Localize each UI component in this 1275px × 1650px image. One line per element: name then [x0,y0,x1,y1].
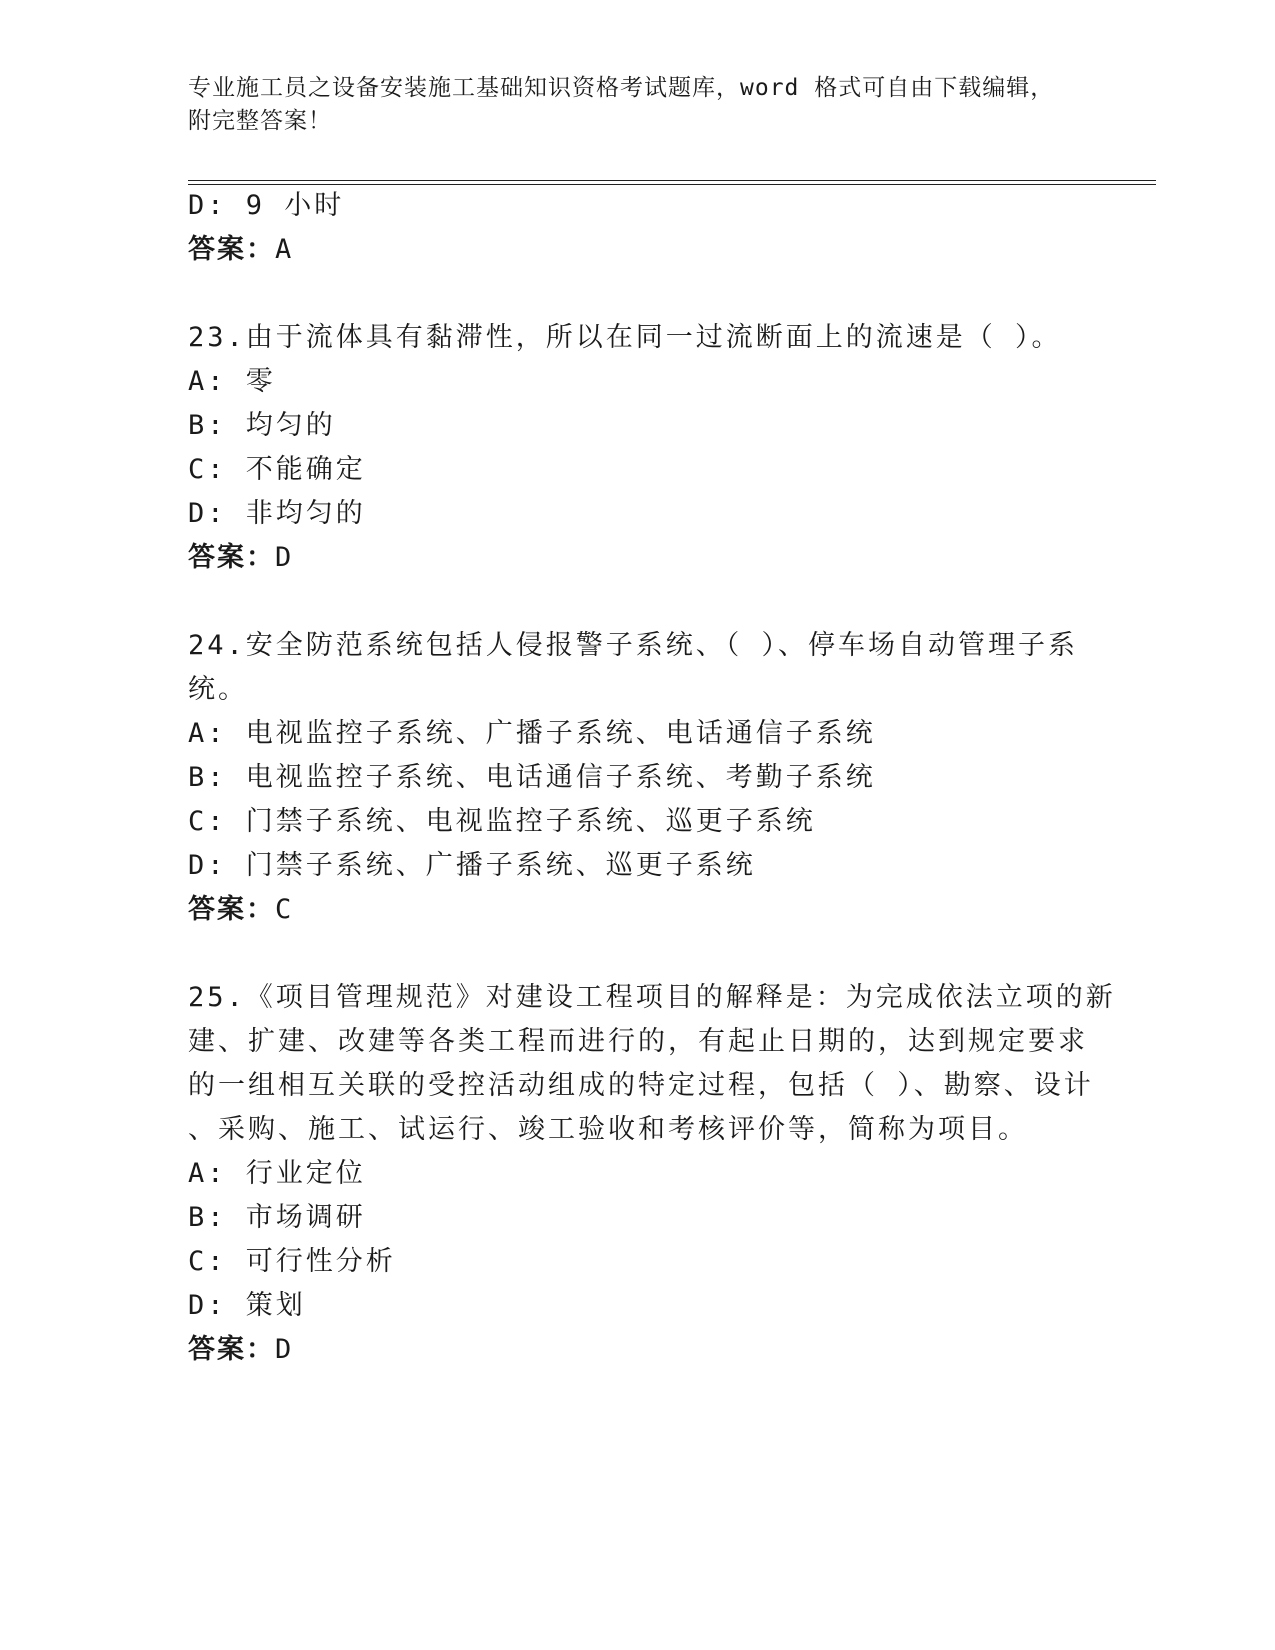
answer-label: 答案： [188,542,275,573]
q24-option-a: A: 电视监控子系统、广播子系统、电话通信子系统 [188,718,876,749]
q24-stem-line-2: 统。 [188,674,248,705]
answer-label: 答案： [188,1334,275,1365]
document-header [188,72,1088,138]
q25-answer [188,1332,293,1368]
answer-value: D [275,542,294,573]
header-divider-top [188,180,1156,181]
prev-answer [188,232,293,268]
header-title-line-2: 附完整答案！ [188,108,332,134]
q25-option-b: B: 市场调研 [188,1202,366,1233]
q23-option-b: B: 均匀的 [188,410,336,441]
answer-value: D [275,1334,294,1365]
q25-option-a: A: 行业定位 [188,1158,366,1189]
q23-option-a: A: 零 [188,366,276,397]
q23-stem: 23.由于流体具有黏滞性，所以在同一过流断面上的流速是（ ）。 [188,322,1062,353]
q25-stem-line-3: 的一组相互关联的受控活动组成的特定过程，包括（ ）、勘察、设计 [188,1070,1094,1101]
header-title-line-1: 专业施工员之设备安装施工基础知识资格考试题库，word 格式可自由下载编辑， [188,75,1055,101]
q24-stem-line-1: 24.安全防范系统包括人侵报警子系统、（ ）、停车场自动管理子系 [188,630,1079,661]
q25-option-d: D: 策划 [188,1290,306,1321]
answer-value: A [275,234,294,265]
answer-label: 答案： [188,234,275,265]
q24-option-b: B: 电视监控子系统、电话通信子系统、考勤子系统 [188,762,876,793]
answer-value: C [275,894,294,925]
q23-option-c: C: 不能确定 [188,454,366,485]
q24-answer [188,892,293,928]
answer-label: 答案： [188,894,275,925]
q24-option-d: D: 门禁子系统、广播子系统、巡更子系统 [188,850,756,881]
header-divider-bottom [188,184,1156,185]
q23-answer [188,540,293,576]
q25-option-c: C: 可行性分析 [188,1246,396,1277]
q25-stem-line-4: 、采购、施工、试运行、竣工验收和考核评价等，简称为项目。 [188,1114,1028,1145]
q23-option-d: D: 非均匀的 [188,498,366,529]
prev-option-d: D: 9 小时 [188,190,345,221]
q25-stem-line-2: 建、扩建、改建等各类工程而进行的，有起止日期的，达到规定要求 [188,1026,1088,1057]
q25-stem-line-1: 25.《项目管理规范》对建设工程项目的解释是：为完成依法立项的新 [188,982,1116,1013]
q24-option-c: C: 门禁子系统、电视监控子系统、巡更子系统 [188,806,816,837]
